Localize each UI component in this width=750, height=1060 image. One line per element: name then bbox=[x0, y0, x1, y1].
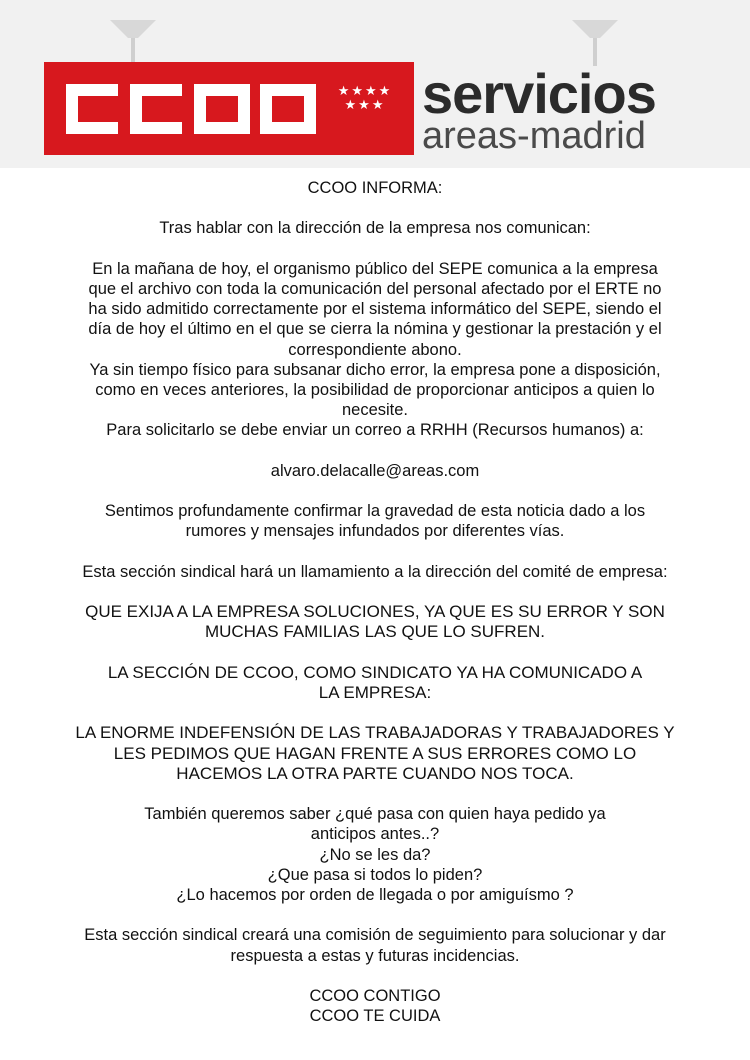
closing-line: CCOO CONTIGO bbox=[309, 986, 441, 1005]
notice-paragraph: En la mañana de hoy, el organismo público del SEPE comunica a la empresa que el archivo con toda la comunicación del personal afectado por el ERTE no ha sido admitido correctamente por el sistema informático del SEPE, siendo el día de hoy el último en el que se cierra la nómina y gestionar la prestación y el correspondiente abono. bbox=[88, 259, 662, 359]
brand-title: servicios bbox=[422, 62, 656, 125]
notice-questions: También queremos saber ¿qué pasa con quien haya pedido ya anticipos antes..? ¿No se les da? ¿Que pasa si todos lo piden? ¿Lo hacemos por orden de llegada o por amiguísmo ? bbox=[144, 805, 606, 904]
notice-paragraph: Esta sección sindical hará un llamamiento a la dirección del comité de empresa: bbox=[82, 562, 668, 581]
notice-paragraph: Ya sin tiempo físico para subsanar dicho error, la empresa pone a disposición, como en veces anteriores, la posibilidad de proporcionar anticipos a quien lo necesite. bbox=[89, 360, 661, 420]
contact-email: alvaro.delacalle@areas.com bbox=[270, 461, 480, 480]
notice-union-statement: LA SECCIÓN DE CCOO, COMO SINDICATO YA HA COMUNICADO A LA EMPRESA: bbox=[107, 662, 643, 702]
notice-paragraph: Para solicitarlo se debe enviar un correo a RRHH (Recursos humanos) a: bbox=[106, 421, 644, 440]
brand-subtitle: areas-madrid bbox=[422, 115, 646, 157]
ccoo-logo-letters bbox=[62, 80, 322, 138]
notice-paragraph: Esta sección sindical creará una comisión de seguimiento para solucionar y dar respuesta a estas y futuras incidencias. bbox=[84, 926, 666, 965]
ceiling-lamp-icon bbox=[570, 18, 620, 66]
notice-heading: CCOO INFORMA: bbox=[307, 179, 443, 197]
notice-body bbox=[40, 178, 710, 1026]
closing-line: CCOO TE CUIDA bbox=[309, 1007, 441, 1026]
notice-demand: QUE EXIJA A LA EMPRESA SOLUCIONES, YA QUE ES SU ERROR Y SON MUCHAS FAMILIAS LAS QUE LO SUFREN. bbox=[85, 602, 665, 642]
header-banner bbox=[0, 0, 750, 168]
notice-paragraph: Sentimos profundamente confirmar la gravedad de esta noticia dado a los rumores y mensajes infundados por diferentes vías. bbox=[104, 502, 646, 541]
notice-intro: Tras hablar con la dirección de la empresa nos comunican: bbox=[159, 219, 591, 238]
ceiling-lamp-icon bbox=[108, 18, 158, 66]
notice-defenselessness: LA ENORME INDEFENSIÓN DE LAS TRABAJADORAS Y TRABAJADORES Y LES PEDIMOS QUE HAGAN FRENTE A SUS ERRORES COMO LO HACEMOS LA OTRA PARTE CUANDO NOS TOCA. bbox=[75, 723, 675, 783]
madrid-stars-icon: ★★★★ ★★★ bbox=[337, 83, 393, 112]
